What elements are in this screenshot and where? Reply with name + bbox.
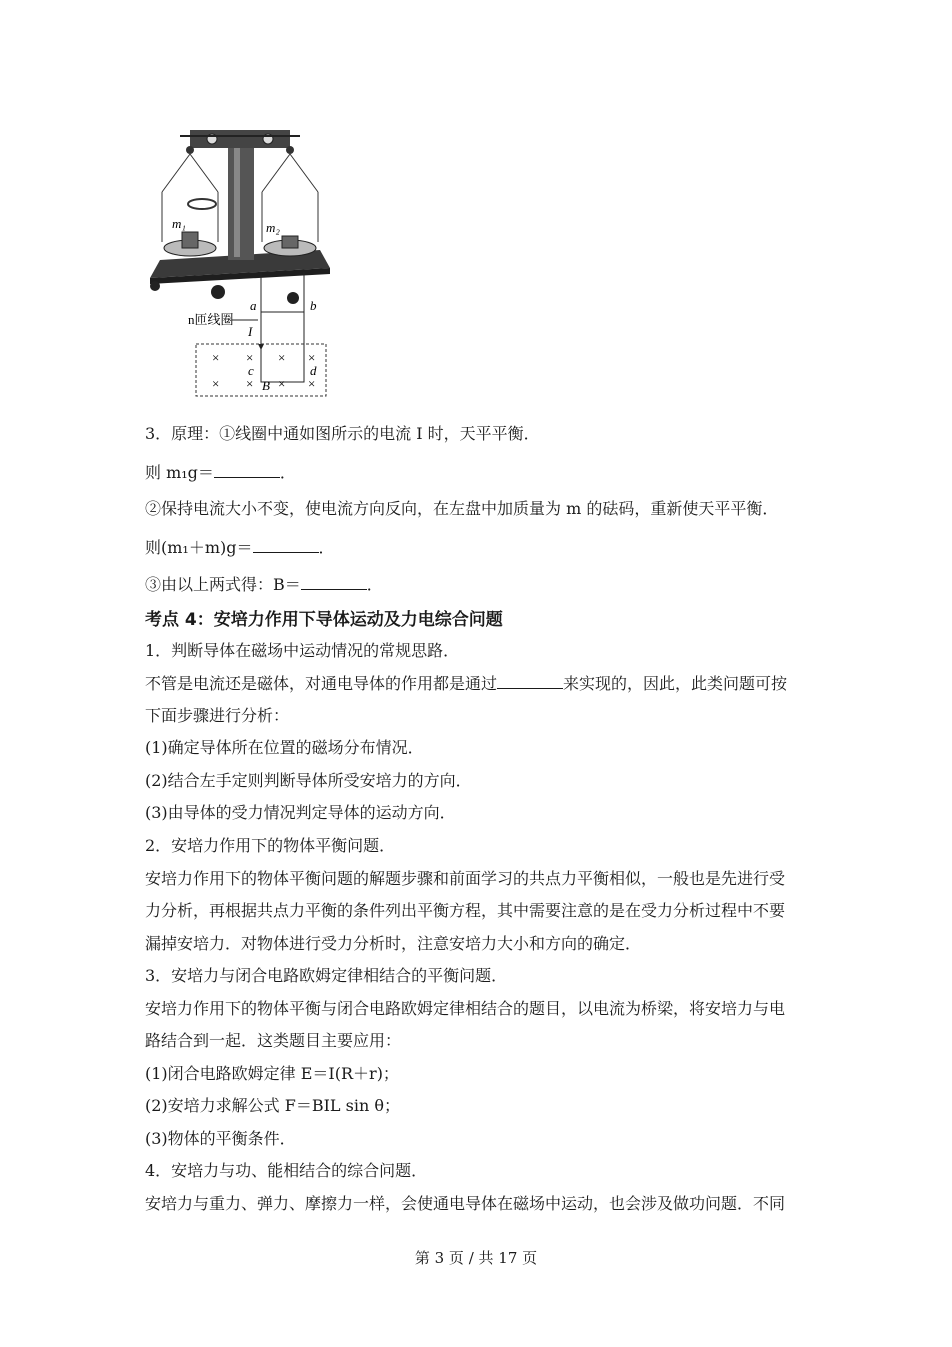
section-heading: 考点 4：安培力作用下导体运动及力电综合问题 xyxy=(145,610,503,630)
svg-text:×: × xyxy=(278,376,286,391)
paragraph: 安培力作用下的物体平衡与闭合电路欧姆定律相结合的题目，以电流为桥梁，将安培力与电 xyxy=(145,999,786,1018)
paragraph: (1)闭合电路欧姆定律 E＝I(R＋r)； xyxy=(145,1064,399,1083)
paragraph: (2)安培力求解公式 F＝BIL sin θ； xyxy=(145,1096,400,1115)
label-current: I xyxy=(248,324,253,339)
label-d: d xyxy=(310,363,317,378)
label-b: b xyxy=(310,298,317,313)
svg-text:×: × xyxy=(212,350,220,365)
principle-line-1: 3．原理：①线圈中通如图所示的电流 I 时，天平平衡． xyxy=(145,424,540,443)
page-footer: 第 3 页 / 共 17 页 xyxy=(414,1249,538,1267)
balance-beam xyxy=(190,130,290,148)
paragraph: 1．判断导体在磁场中运动情况的常规思路． xyxy=(145,641,460,660)
paragraph: 安培力与重力、弹力、摩擦力一样，会使通电导体在磁场中运动，也会涉及做功问题．不同 xyxy=(145,1194,786,1213)
svg-text:×: × xyxy=(246,376,254,391)
paragraph: 路结合到一起．这类题目主要应用： xyxy=(145,1031,402,1050)
paragraph: (1)确定导体所在位置的磁场分布情况． xyxy=(145,738,424,757)
weight-m2 xyxy=(282,236,298,248)
principle-line-2: 则 m₁g＝ ． xyxy=(145,463,296,482)
principle-line-5: ③由以上两式得：B＝ ． xyxy=(145,575,383,594)
paragraph: 不管是电流还是磁体，对通电导体的作用都是通过 来实现的，因此，此类问题可按 xyxy=(145,674,788,693)
label-B: B xyxy=(262,378,270,393)
svg-text:×: × xyxy=(308,376,316,391)
current-balance-figure xyxy=(140,122,340,402)
label-m2: m₂ xyxy=(266,220,280,235)
answer-blank[interactable] xyxy=(253,537,319,553)
answer-blank[interactable] xyxy=(497,673,563,689)
paragraph: 2．安培力作用下的物体平衡问题． xyxy=(145,836,396,855)
label-a: a xyxy=(250,298,257,313)
paragraph: 下面步骤进行分析： xyxy=(145,706,290,725)
svg-text:×: × xyxy=(212,376,220,391)
paragraph: (3)由导体的受力情况判定导体的运动方向． xyxy=(145,803,456,822)
coil xyxy=(261,312,304,382)
label-coil: n匝线圈 xyxy=(188,312,234,327)
paragraph: (3)物体的平衡条件． xyxy=(145,1129,296,1148)
paragraph: 漏掉安培力．对物体进行受力分析时，注意安培力大小和方向的确定． xyxy=(145,934,642,953)
paragraph: 安培力作用下的物体平衡问题的解题步骤和前面学习的共点力平衡相似，一般也是先进行受 xyxy=(145,869,786,888)
paragraph: 力分析，再根据共点力平衡的条件列出平衡方程，其中需要注意的是在受力分析过程中不要 xyxy=(145,901,786,920)
balance-column xyxy=(228,142,254,260)
answer-blank[interactable] xyxy=(214,462,280,478)
svg-text:×: × xyxy=(246,350,254,365)
principle-line-3: ②保持电流大小不变，使电流方向反向，在左盘中加质量为 m 的砝码，重新使天平平衡． xyxy=(145,499,779,518)
svg-text:×: × xyxy=(278,350,286,365)
paragraph: 4．安培力与功、能相结合的综合问题． xyxy=(145,1161,428,1180)
paragraph: 3．安培力与闭合电路欧姆定律相结合的平衡问题． xyxy=(145,966,508,985)
answer-blank[interactable] xyxy=(301,574,367,590)
current-arrow xyxy=(258,344,264,350)
weight-m1 xyxy=(182,232,198,248)
label-c: c xyxy=(248,363,254,378)
paragraph: (2)结合左手定则判断导体所受安培力的方向． xyxy=(145,771,472,790)
label-m1: m₁ xyxy=(172,216,186,231)
svg-text:×: × xyxy=(308,350,316,365)
principle-line-4: 则(m₁＋m)g＝ ． xyxy=(145,538,335,557)
